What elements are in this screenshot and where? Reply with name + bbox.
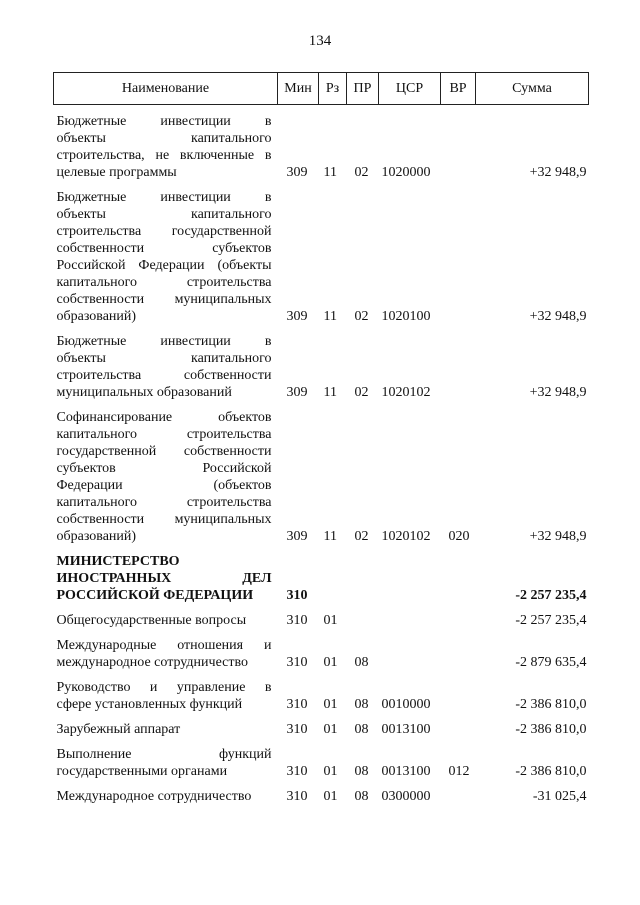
row-name-line: международное сотрудничество (56, 655, 248, 670)
page-number: 134 (308, 33, 332, 49)
row-name-line: образований) (56, 309, 137, 324)
table-row (54, 325, 589, 401)
cell-pr: 02 (354, 385, 369, 400)
cell-rz: 01 (323, 655, 338, 670)
cell-sum: -31 025,4 (532, 789, 587, 804)
cell-sum: -2 257 235,4 (515, 613, 587, 628)
row-name-line: Общегосударственные вопросы (56, 613, 247, 628)
row-name-line: строительства собственности (56, 368, 272, 383)
cell-vr (441, 181, 476, 325)
row-name-line: собственности субъектов (56, 241, 272, 256)
table-row (54, 780, 589, 805)
cell-vr (441, 671, 476, 713)
table-row (54, 629, 589, 671)
row-name-line: ИНОСТРАННЫХ ДЕЛ (56, 571, 272, 586)
cell-csr: 0013100 (381, 764, 431, 779)
budget-table (53, 72, 589, 805)
row-name-line: Бюджетные инвестиции в (56, 190, 272, 205)
cell-rz: 01 (323, 764, 338, 779)
row-name-line: образований) (56, 529, 137, 544)
row-name-line: объекты капитального (56, 131, 272, 146)
cell-csr: 1020100 (381, 309, 431, 324)
row-name-line: сфере установленных функций (56, 697, 243, 712)
row-name-line: строительства, не включенные в (56, 148, 272, 163)
row-name-line: объекты капитального (56, 207, 272, 222)
cell-min: 310 (286, 722, 308, 737)
table-row (54, 738, 589, 780)
row-name-line: МИНИСТЕРСТВО (56, 554, 180, 569)
table-row (54, 713, 589, 738)
cell-sum: +32 948,9 (529, 529, 587, 544)
row-name-line: капитального строительства (56, 275, 272, 290)
header-rz: Рз (319, 73, 347, 105)
row-name (54, 738, 278, 780)
cell-min: 309 (286, 385, 308, 400)
table-row (54, 545, 589, 604)
row-name-line: Софинансирование объектов (56, 410, 272, 425)
cell-pr: 08 (354, 655, 369, 670)
row-name-line: Выполнение функций (56, 747, 272, 762)
cell-csr: 1020000 (381, 165, 431, 180)
table-row (54, 181, 589, 325)
cell-pr: 08 (354, 764, 369, 779)
header-vr: ВР (441, 73, 476, 105)
header-csr: ЦСР (379, 73, 441, 105)
row-name-line: целевые программы (56, 165, 177, 180)
header-min: Мин (278, 73, 319, 105)
cell-csr: 1020102 (381, 529, 431, 544)
cell-sum: +32 948,9 (529, 385, 587, 400)
cell-pr: 08 (354, 697, 369, 712)
cell-sum: -2 386 810,0 (515, 697, 587, 712)
row-name (54, 671, 278, 713)
cell-vr (441, 604, 476, 629)
row-name-line: капитального строительства (56, 427, 272, 442)
row-name-line: Международные отношения и (56, 638, 272, 653)
row-name (54, 604, 278, 629)
row-name-line: Бюджетные инвестиции в (56, 334, 272, 349)
row-name-line: капитального строительства (56, 495, 272, 510)
row-name-line: Российской Федерации (объекты (56, 258, 272, 273)
row-name (54, 325, 278, 401)
cell-vr (441, 325, 476, 401)
table-row (54, 604, 589, 629)
cell-vr (441, 780, 476, 805)
cell-rz: 01 (323, 722, 338, 737)
row-name-line: муниципальных образований (56, 385, 232, 400)
cell-sum: -2 386 810,0 (515, 722, 587, 737)
cell-sum: -2 879 635,4 (515, 655, 587, 670)
cell-sum: -2 386 810,0 (515, 764, 587, 779)
cell-min: 310 (286, 789, 308, 804)
cell-csr: 0300000 (381, 789, 431, 804)
cell-vr (441, 629, 476, 671)
cell-vr (441, 105, 476, 182)
row-name-line: Федерации (объектов (56, 478, 272, 493)
cell-rz: 11 (323, 385, 337, 400)
cell-rz: 01 (323, 789, 338, 804)
row-name (54, 105, 278, 182)
cell-sum: +32 948,9 (529, 309, 587, 324)
cell-min: 310 (286, 697, 308, 712)
row-name-line: субъектов Российской (56, 461, 272, 476)
cell-rz: 11 (323, 309, 337, 324)
cell-sum: -2 257 235,4 (515, 588, 587, 603)
cell-sum: +32 948,9 (529, 165, 587, 180)
cell-csr: 0010000 (381, 697, 431, 712)
row-name-line: собственности муниципальных (56, 292, 272, 307)
cell-csr (379, 629, 441, 671)
cell-vr (441, 713, 476, 738)
cell-pr: 02 (354, 529, 369, 544)
row-name-line: строительства государственной (56, 224, 272, 239)
row-name-line: объекты капитального (56, 351, 272, 366)
row-name (54, 629, 278, 671)
row-name (54, 181, 278, 325)
header-pr: ПР (347, 73, 379, 105)
cell-rz: 11 (323, 529, 337, 544)
cell-vr: 012 (448, 764, 470, 779)
row-name-line: Руководство и управление в (56, 680, 272, 695)
row-name (54, 545, 278, 604)
cell-rz (319, 545, 347, 604)
row-name-line: Бюджетные инвестиции в (56, 114, 272, 129)
cell-pr (347, 545, 379, 604)
cell-min: 310 (286, 613, 308, 628)
table-row (54, 105, 589, 182)
cell-pr (347, 604, 379, 629)
cell-vr (441, 545, 476, 604)
cell-csr (379, 545, 441, 604)
cell-vr: 020 (448, 529, 470, 544)
cell-min: 310 (286, 764, 308, 779)
cell-pr: 08 (354, 722, 369, 737)
cell-csr: 0013100 (381, 722, 431, 737)
cell-pr: 08 (354, 789, 369, 804)
table-header-row (54, 73, 589, 105)
row-name-line: собственности муниципальных (56, 512, 272, 527)
cell-csr (379, 604, 441, 629)
cell-rz: 01 (323, 613, 338, 628)
cell-min: 309 (286, 165, 308, 180)
cell-rz: 11 (323, 165, 337, 180)
header-name: Наименование (54, 73, 278, 105)
cell-rz: 01 (323, 697, 338, 712)
cell-pr: 02 (354, 309, 369, 324)
table-row (54, 401, 589, 545)
row-name (54, 713, 278, 738)
row-name-line: государственными органами (56, 764, 228, 779)
row-name (54, 780, 278, 805)
table-row (54, 671, 589, 713)
cell-min: 309 (286, 529, 308, 544)
cell-min: 310 (286, 588, 308, 603)
row-name-line: Зарубежный аппарат (56, 722, 181, 737)
row-name-line: государственной собственности (56, 444, 272, 459)
cell-min: 309 (286, 309, 308, 324)
header-sum: Сумма (476, 73, 589, 105)
row-name (54, 401, 278, 545)
cell-pr: 02 (354, 165, 369, 180)
cell-min: 310 (286, 655, 308, 670)
cell-csr: 1020102 (381, 385, 431, 400)
row-name-line: РОССИЙСКОЙ ФЕДЕРАЦИИ (56, 588, 254, 603)
row-name-line: Международное сотрудничество (56, 789, 252, 804)
